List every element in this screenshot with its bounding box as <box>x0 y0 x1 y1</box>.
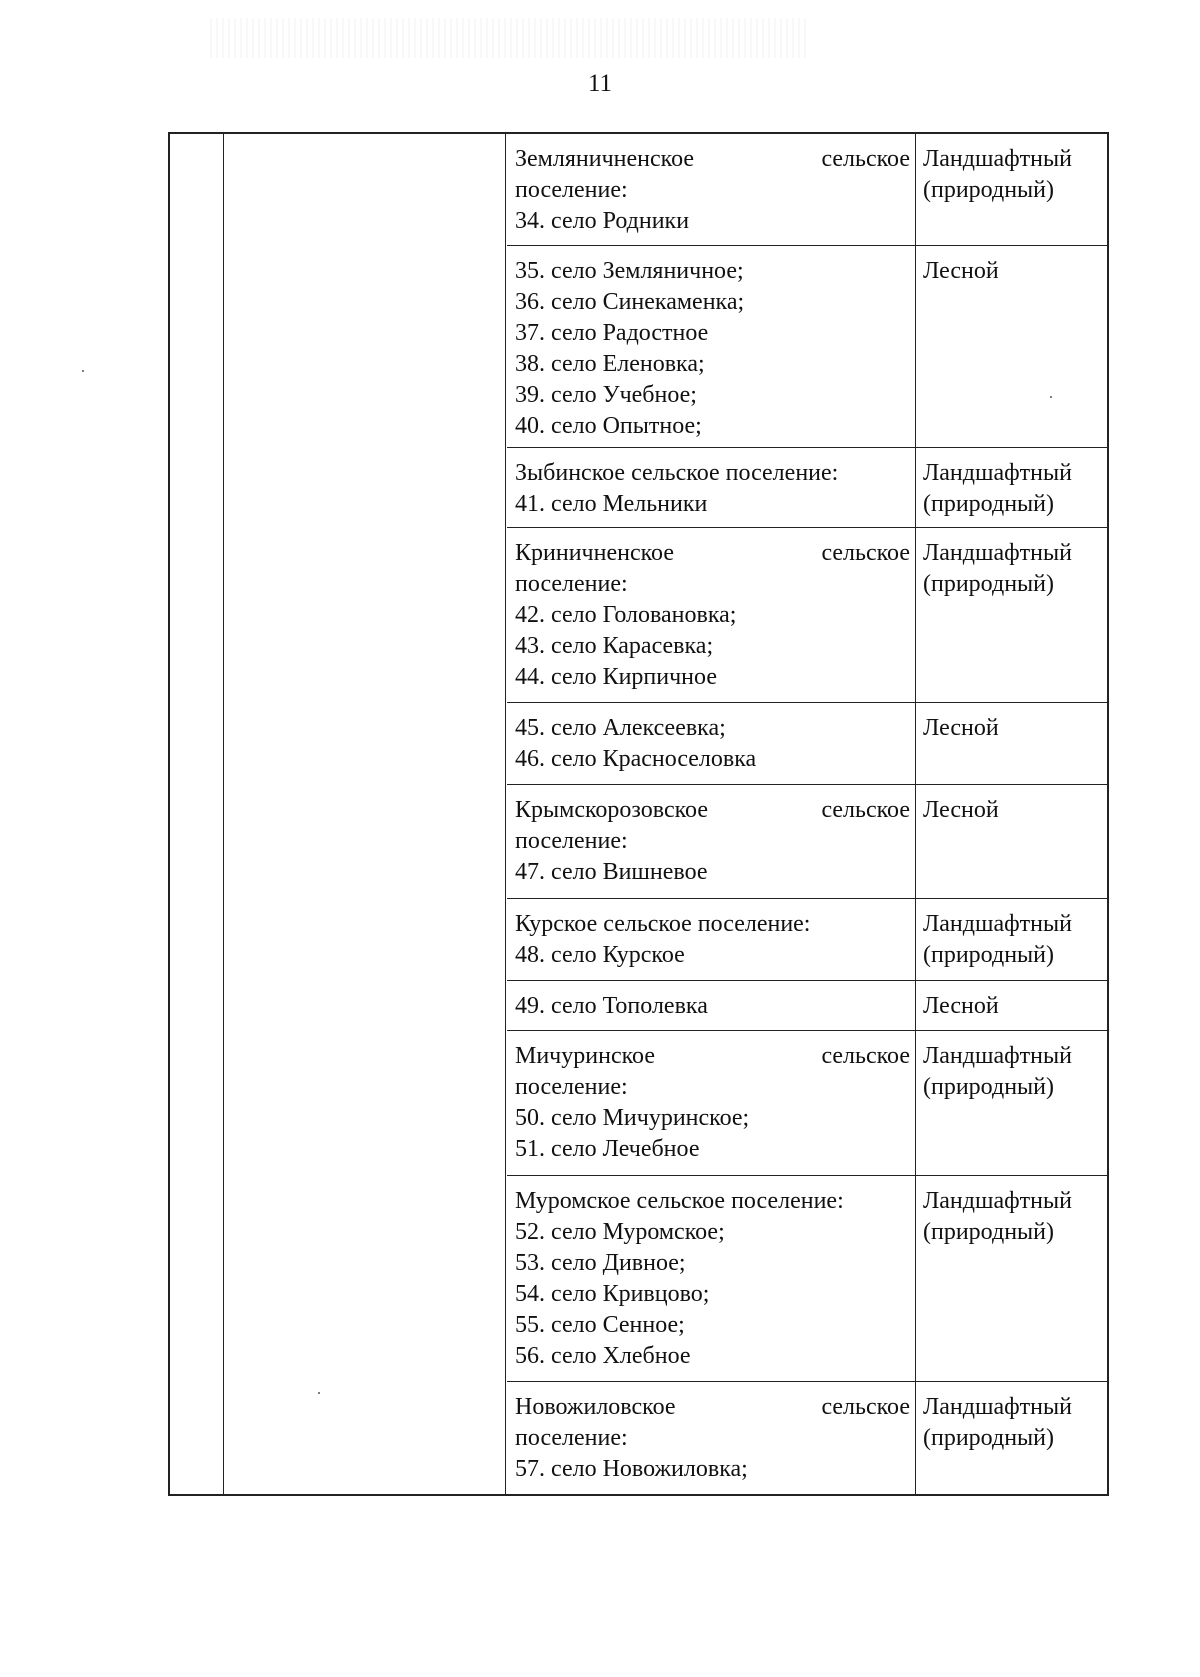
settlement-header-left: Криничненское <box>515 540 674 566</box>
settlement-header-line <box>515 795 910 826</box>
landscape-type-cell <box>923 1186 1108 1248</box>
table-column-divider-1 <box>223 134 224 1494</box>
table-row <box>507 1382 1107 1494</box>
settlement-line: 53. село Дивное; <box>515 1250 686 1276</box>
landscape-type-text: (природный) <box>923 1425 1055 1451</box>
landscape-type-text: (природный) <box>923 491 1055 517</box>
settlement-line: 34. село Родники <box>515 208 690 234</box>
settlement-line: 44. село Кирпичное <box>515 664 717 690</box>
settlement-line: 45. село Алексеевка; <box>515 715 726 741</box>
table-row <box>507 899 1107 981</box>
landscape-type-cell <box>923 458 1108 520</box>
settlement-line: 51. село Лечебное <box>515 1136 700 1162</box>
settlement-line: 38. село Еленовка; <box>515 351 705 377</box>
settlement-header-right: сельское <box>821 540 910 566</box>
settlement-line: 49. село Тополевка <box>515 993 708 1019</box>
settlement-cell <box>515 909 910 971</box>
settlement-line: 42. село Головановка; <box>515 602 737 628</box>
scan-speck <box>1050 396 1052 398</box>
landscape-type-cell <box>923 144 1108 206</box>
settlement-line: 39. село Учебное; <box>515 382 697 408</box>
settlement-line: 41. село Мельники <box>515 491 708 517</box>
table-column-divider-2 <box>505 134 506 1494</box>
settlement-header-left: Крымскорозовское <box>515 797 708 823</box>
table-row <box>507 1031 1107 1176</box>
landscape-type-cell <box>923 909 1108 971</box>
settlement-line: 47. село Вишневое <box>515 859 708 885</box>
table-row <box>507 134 1107 246</box>
settlement-cell <box>515 1392 910 1485</box>
settlement-line: 43. село Карасевка; <box>515 633 714 659</box>
settlement-line: 35. село Земляничное; <box>515 258 744 284</box>
settlement-line: 55. село Сенное; <box>515 1312 685 1338</box>
settlement-cell <box>515 144 910 237</box>
landscape-type-cell <box>923 991 1108 1022</box>
landscape-type-text: Ландшафтный <box>923 1188 1072 1214</box>
settlement-line: 40. село Опытное; <box>515 413 702 439</box>
settlement-header-line <box>515 144 910 175</box>
settlement-cell <box>515 1041 910 1165</box>
landscape-type-text: Ландшафтный <box>923 911 1072 937</box>
settlement-line: 56. село Хлебное <box>515 1343 691 1369</box>
settlement-header-right: сельское <box>821 146 910 172</box>
settlement-line: 50. село Мичуринское; <box>515 1105 750 1131</box>
settlement-line: поселение: <box>515 571 628 597</box>
table-row <box>507 703 1107 785</box>
landscape-type-text: (природный) <box>923 177 1055 203</box>
landscape-type-text: Ландшафтный <box>923 1043 1072 1069</box>
table-rows <box>507 134 1107 1494</box>
table-row <box>507 246 1107 448</box>
table-row <box>507 785 1107 899</box>
page-number: 11 <box>587 70 613 97</box>
landscape-type-text: (природный) <box>923 1074 1055 1100</box>
landscape-type-text: Ландшафтный <box>923 146 1072 172</box>
table-row <box>507 1176 1107 1382</box>
landscape-type-cell <box>923 538 1108 600</box>
landscape-type-cell <box>923 1041 1108 1103</box>
settlement-cell <box>515 458 910 520</box>
settlement-line: поселение: <box>515 177 628 203</box>
settlement-line: Муромское сельское поселение: <box>515 1188 844 1214</box>
settlement-line: 48. село Курское <box>515 942 685 968</box>
scan-speck <box>318 1392 320 1394</box>
landscape-type-cell <box>923 256 1108 287</box>
settlement-line: поселение: <box>515 1074 628 1100</box>
settlement-header-left: Земляничненское <box>515 146 695 172</box>
settlement-cell <box>515 538 910 693</box>
table-row <box>507 528 1107 703</box>
settlement-line: 52. село Муромское; <box>515 1219 725 1245</box>
settlement-line: поселение: <box>515 1425 628 1451</box>
settlement-cell <box>515 795 910 888</box>
landscape-type-text: (природный) <box>923 571 1055 597</box>
settlement-line: 36. село Синекаменка; <box>515 289 745 315</box>
settlement-header-line <box>515 538 910 569</box>
landscape-type-text: Лесной <box>923 993 999 1019</box>
landscape-type-text: Ландшафтный <box>923 540 1072 566</box>
settlement-line: Курское сельское поселение: <box>515 911 811 937</box>
settlement-cell <box>515 1186 910 1372</box>
settlement-header-right: сельское <box>821 797 910 823</box>
landscape-type-text: Лесной <box>923 797 999 823</box>
table-row <box>507 448 1107 528</box>
settlement-line: поселение: <box>515 828 628 854</box>
settlement-header-left: Мичуринское <box>515 1043 655 1069</box>
settlement-header-right: сельское <box>821 1043 910 1069</box>
landscape-type-text: (природный) <box>923 942 1055 968</box>
landscape-type-cell <box>923 795 1108 826</box>
scan-noise <box>210 18 810 58</box>
settlement-cell <box>515 256 910 442</box>
settlement-line: 37. село Радостное <box>515 320 709 346</box>
settlement-line: 57. село Новожиловка; <box>515 1456 748 1482</box>
landscape-type-cell <box>923 713 1108 744</box>
scan-speck <box>82 370 84 372</box>
settlement-line: Зыбинское сельское поселение: <box>515 460 839 486</box>
settlement-header-line <box>515 1392 910 1423</box>
settlement-header-right: сельское <box>821 1394 910 1420</box>
table-row <box>507 981 1107 1031</box>
settlement-header-line <box>515 1041 910 1072</box>
landscape-type-text: Ландшафтный <box>923 1394 1072 1420</box>
settlement-header-left: Новожиловское <box>515 1394 676 1420</box>
settlement-line: 46. село Красноселовка <box>515 746 757 772</box>
landscape-type-text: (природный) <box>923 1219 1055 1245</box>
landscape-type-text: Лесной <box>923 715 999 741</box>
landscape-type-text: Ландшафтный <box>923 460 1072 486</box>
settlement-line: 54. село Кривцово; <box>515 1281 710 1307</box>
landscape-type-text: Лесной <box>923 258 999 284</box>
settlements-table <box>168 132 1109 1496</box>
settlement-cell <box>515 991 910 1022</box>
settlement-cell <box>515 713 910 775</box>
landscape-type-cell <box>923 1392 1108 1454</box>
